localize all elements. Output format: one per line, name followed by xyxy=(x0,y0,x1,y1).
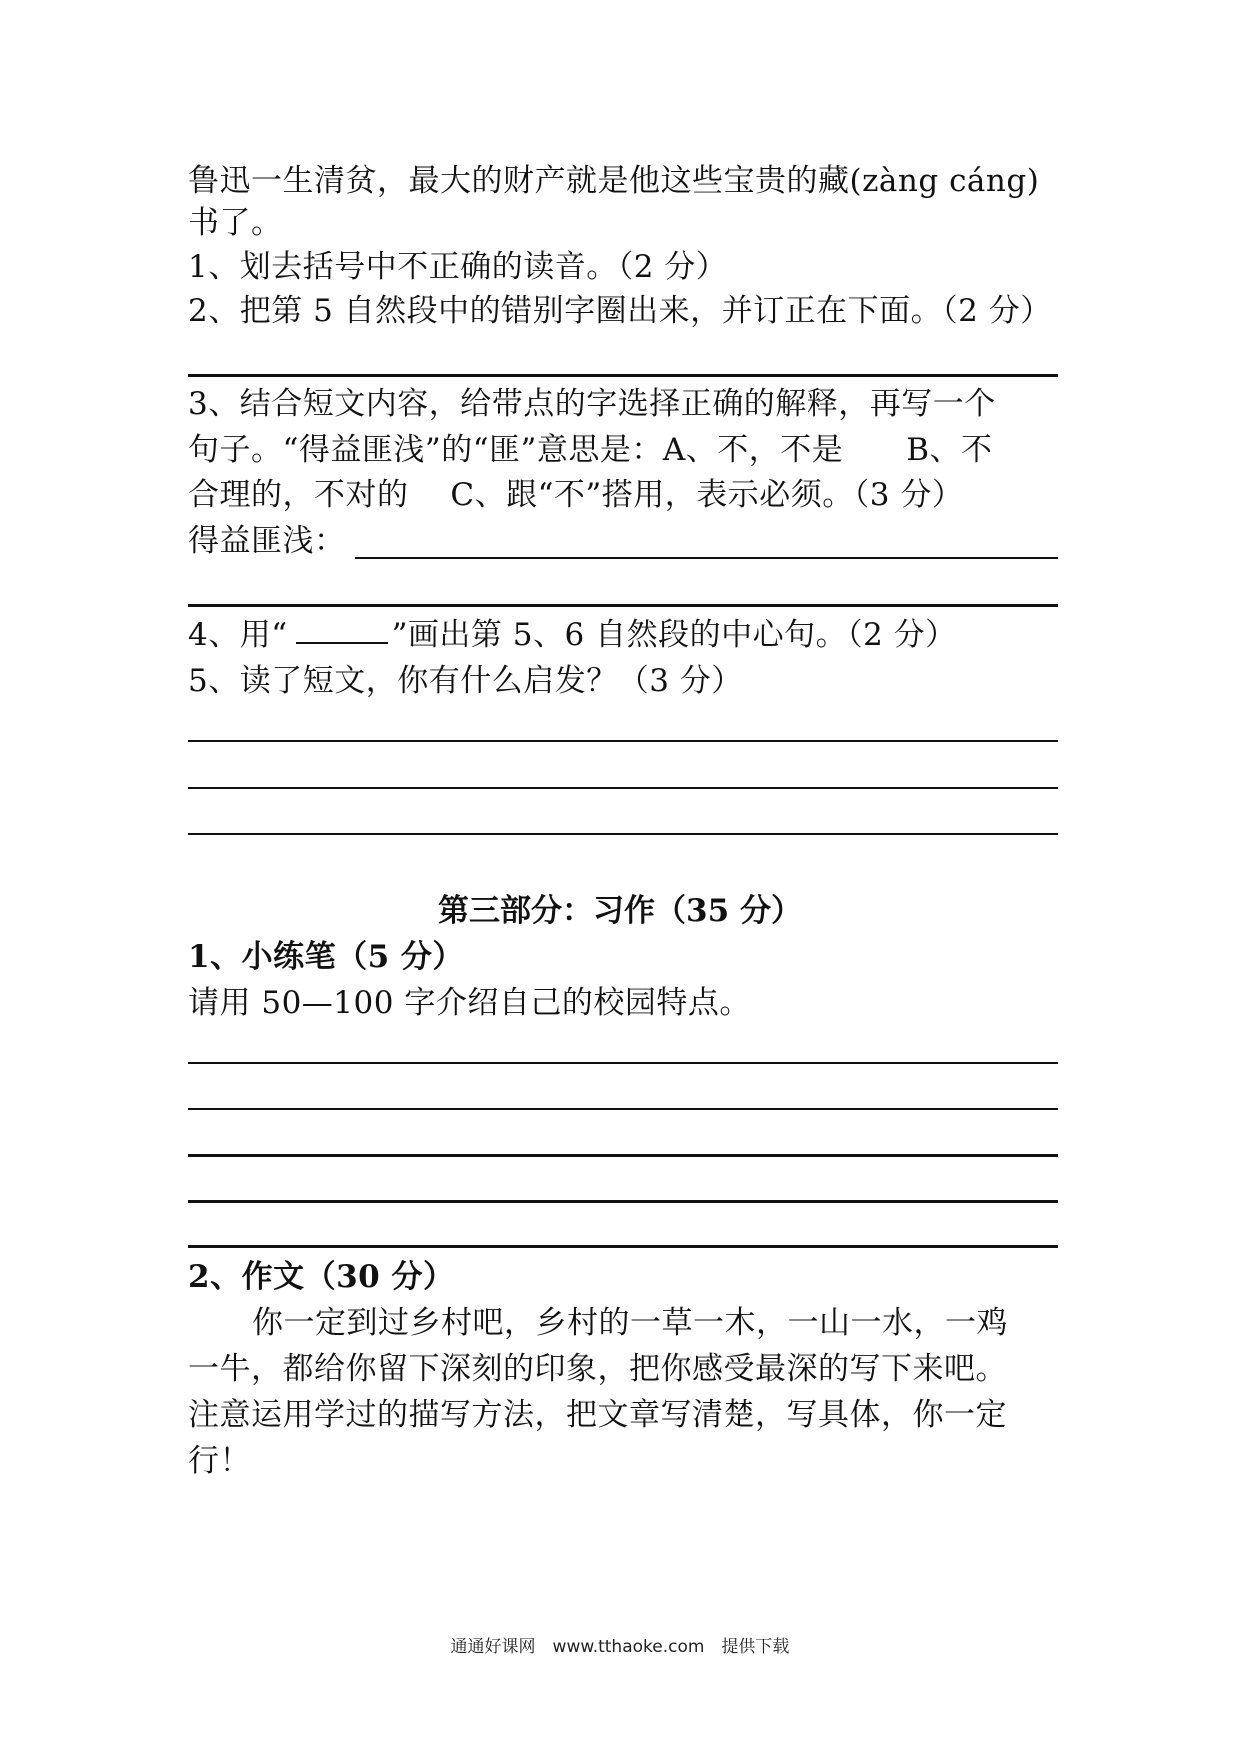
passage-line-1: 鲁迅一生清贫，最大的财产就是他这些宝贵的藏(zàng cáng) xyxy=(188,163,1040,199)
answer-line[interactable] xyxy=(188,1154,1058,1157)
question-1: 1、划去括号中不正确的读音。（2 分） xyxy=(188,249,728,285)
question-3-label: 得益匪浅： xyxy=(188,523,346,559)
section-title: 第三部分：习作（35 分） xyxy=(438,893,802,929)
passage-line-2: 书了。 xyxy=(188,205,283,241)
footer-credit: 通通好课网 www.tthaoke.com 提供下载 xyxy=(450,1637,790,1657)
question-4-prefix: 4、用“ xyxy=(188,617,288,653)
answer-line[interactable] xyxy=(188,833,1058,835)
question-5: 5、读了短文，你有什么启发？（3 分） xyxy=(188,663,743,699)
answer-line[interactable] xyxy=(188,374,1058,377)
task-2-line-4: 行！ xyxy=(188,1443,251,1479)
question-3-line-3: 合理的，不对的 C、跟“不”搭用，表示必须。（3 分） xyxy=(188,477,964,513)
answer-line[interactable] xyxy=(188,1245,1058,1248)
answer-line[interactable] xyxy=(188,1062,1058,1064)
task-2-line-3: 注意运用学过的描写方法，把文章写清楚，写具体，你一定 xyxy=(188,1397,1007,1433)
underline-sample xyxy=(296,642,388,644)
answer-line[interactable] xyxy=(188,740,1058,742)
answer-line[interactable] xyxy=(188,1108,1058,1110)
task-2-line-1: 你一定到过乡村吧，乡村的一草一木，一山一水，一鸡 xyxy=(252,1305,1008,1341)
question-4-suffix: ”画出第 5、6 自然段的中心句。（2 分） xyxy=(391,617,957,653)
question-3-line-2: 句子。“得益匪浅”的“匪”意思是：A、不，不是 B、不 xyxy=(188,432,993,468)
question-3-line-1: 3、结合短文内容，给带点的字选择正确的解释，再写一个 xyxy=(188,386,996,422)
task-2-title: 2、作文（30 分） xyxy=(188,1259,455,1295)
answer-line[interactable] xyxy=(188,604,1058,607)
answer-line[interactable] xyxy=(355,557,1058,559)
answer-line[interactable] xyxy=(188,787,1058,789)
answer-line[interactable] xyxy=(188,1200,1058,1203)
question-2: 2、把第 5 自然段中的错别字圈出来，并订正在下面。（2 分） xyxy=(188,293,1052,329)
task-1-prompt: 请用 50—100 字介绍自己的校园特点。 xyxy=(188,985,751,1021)
question-4 xyxy=(188,612,1058,658)
task-1-title: 1、小练笔（5 分） xyxy=(188,939,464,975)
task-2-line-2: 一牛，都给你留下深刻的印象，把你感受最深的写下来吧。 xyxy=(188,1351,1007,1387)
